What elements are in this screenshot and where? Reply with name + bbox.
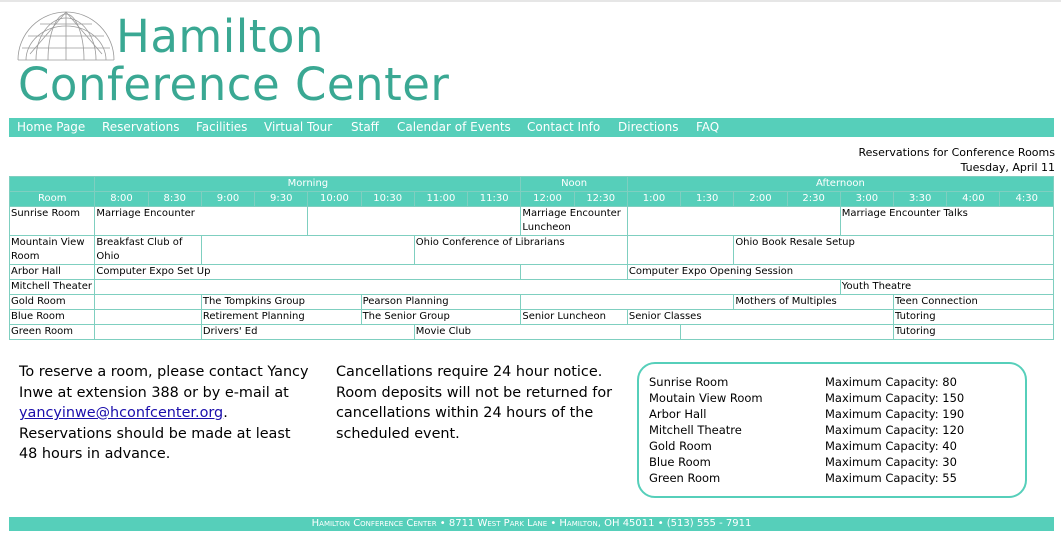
room-row-gold [10,295,1054,310]
empty-cell [627,207,840,236]
capacity-room: Sunrise Room [649,375,729,389]
time-header: 1:30 [681,192,734,207]
schedule-date: Tuesday, April 11 [960,161,1055,174]
empty-cell [95,280,840,295]
capacity-value: Maximum Capacity: 40 [825,439,957,453]
time-header: 9:30 [255,192,308,207]
event-cell[interactable]: Retirement Planning [201,310,361,325]
time-header: 11:30 [468,192,521,207]
empty-cell [521,295,734,310]
reservation-info-text-a: To reserve a room, please contact Yancy Inwe at extension 388 or by e-mail at [19,364,309,401]
nav-home[interactable]: Home Page [17,120,86,134]
logo-title-line1: Hamilton [116,10,324,63]
time-header: 2:30 [787,192,840,207]
room-row-green [10,325,1054,340]
capacity-room: Arbor Hall [649,407,707,421]
empty-cell [627,236,733,265]
event-cell[interactable]: Teen Connection [894,295,1054,310]
capacity-room: Green Room [649,471,721,485]
nav-staff[interactable]: Staff [351,120,379,134]
empty-cell [681,325,894,340]
event-cell[interactable]: Ohio Book Resale Setup [734,236,1054,265]
capacity-room: Blue Room [649,455,711,469]
cancellation-info: Cancellations require 24 hour notice. Room deposits will not be returned for cancellations within 24 hours of the scheduled event. [336,364,613,442]
footer-address: Hamilton Conference Center • 8711 West Park Lane • Hamilton, OH 45011 • (513) 555 - 7911 [9,517,1054,531]
room-row-sunrise [10,207,1054,236]
empty-cell [308,207,521,236]
nav-virtual-tour[interactable]: Virtual Tour [264,120,333,134]
globe-icon [16,10,116,62]
capacity-value: Maximum Capacity: 120 [825,423,965,437]
event-cell[interactable]: The Senior Group [361,310,521,325]
time-header: 11:00 [414,192,467,207]
capacity-box [637,362,1027,498]
time-header: 12:30 [574,192,627,207]
event-cell[interactable]: Tutoring [894,325,1054,340]
room-row-arbor [10,265,1054,280]
event-cell[interactable]: Mothers of Multiples [734,295,894,310]
time-header: 4:00 [947,192,1000,207]
event-cell[interactable]: Marriage Encounter [95,207,308,236]
capacity-value: Maximum Capacity: 55 [825,471,957,485]
time-header: 1:00 [627,192,680,207]
room-name: Blue Room [10,310,95,325]
event-cell[interactable]: Ohio Conference of Librarians [414,236,627,265]
nav-calendar[interactable]: Calendar of Events [397,120,511,134]
nav-directions[interactable]: Directions [618,120,679,134]
header-blank [10,177,95,192]
time-header: 4:30 [1000,192,1054,207]
event-cell[interactable]: Breakfast Club of Ohio [95,236,201,265]
nav-facilities[interactable]: Facilities [196,120,248,134]
capacity-room: Gold Room [649,439,712,453]
period-morning: Morning [95,177,521,192]
period-afternoon: Afternoon [627,177,1053,192]
room-row-mitchell [10,280,1054,295]
event-cell[interactable]: Marriage Encounter Luncheon [521,207,627,236]
room-name: Sunrise Room [10,207,95,236]
logo-title-line2: Conference Center [18,58,450,111]
empty-cell [201,236,414,265]
nav-faq[interactable]: FAQ [696,120,720,134]
time-header: 12:00 [521,192,574,207]
room-name: Green Room [10,325,95,340]
room-name: Mitchell Theater [10,280,95,295]
empty-cell [521,265,627,280]
time-header: 10:30 [361,192,414,207]
event-cell[interactable]: Pearson Planning [361,295,521,310]
time-header: 8:00 [95,192,148,207]
logo[interactable] [16,10,476,116]
schedule-table [9,176,1054,340]
capacity-value: Maximum Capacity: 30 [825,455,957,469]
empty-cell [95,295,201,310]
email-link[interactable]: yancyinwe@hconfcenter.org [19,405,224,421]
time-header: 10:00 [308,192,361,207]
empty-cell [95,325,201,340]
room-name: Mountain View Room [10,236,95,265]
time-header: 3:00 [840,192,893,207]
nav-reservations[interactable]: Reservations [102,120,180,134]
room-name: Arbor Hall [10,265,95,280]
event-cell[interactable]: Tutoring [894,310,1054,325]
event-cell[interactable]: Computer Expo Opening Session [627,265,1053,280]
capacity-value: Maximum Capacity: 80 [825,375,957,389]
time-header-row [10,192,1054,207]
event-cell[interactable]: Drivers' Ed [201,325,414,340]
room-row-blue [10,310,1054,325]
room-name: Gold Room [10,295,95,310]
event-cell[interactable]: Senior Classes [627,310,893,325]
event-cell[interactable]: Computer Expo Set Up [95,265,521,280]
event-cell[interactable]: Marriage Encounter Talks [840,207,1053,236]
nav-contact[interactable]: Contact Info [527,120,601,134]
capacity-room: Moutain View Room [649,391,763,405]
capacity-room: Mitchell Theatre [649,423,742,437]
main-nav [9,118,1054,137]
empty-cell [95,310,201,325]
period-noon: Noon [521,177,627,192]
time-header: 9:00 [201,192,254,207]
period-header-row [10,177,1054,192]
reservation-info [19,362,309,465]
capacity-value: Maximum Capacity: 150 [825,391,965,405]
time-header: 2:00 [734,192,787,207]
event-cell[interactable]: Senior Luncheon [521,310,627,325]
room-header: Room [10,192,95,207]
schedule-title: Reservations for Conference Rooms [858,146,1055,159]
top-border [0,0,1061,2]
capacity-value: Maximum Capacity: 190 [825,407,965,421]
reservation-info-text-b: . Reservations should be made at least 48 hours in advance. [19,405,291,462]
event-cell[interactable]: Youth Theatre [840,280,1053,295]
event-cell[interactable]: Movie Club [414,325,680,340]
time-header: 3:30 [894,192,947,207]
event-cell[interactable]: The Tompkins Group [201,295,361,310]
room-row-mountain-view [10,236,1054,265]
time-header: 8:30 [148,192,201,207]
